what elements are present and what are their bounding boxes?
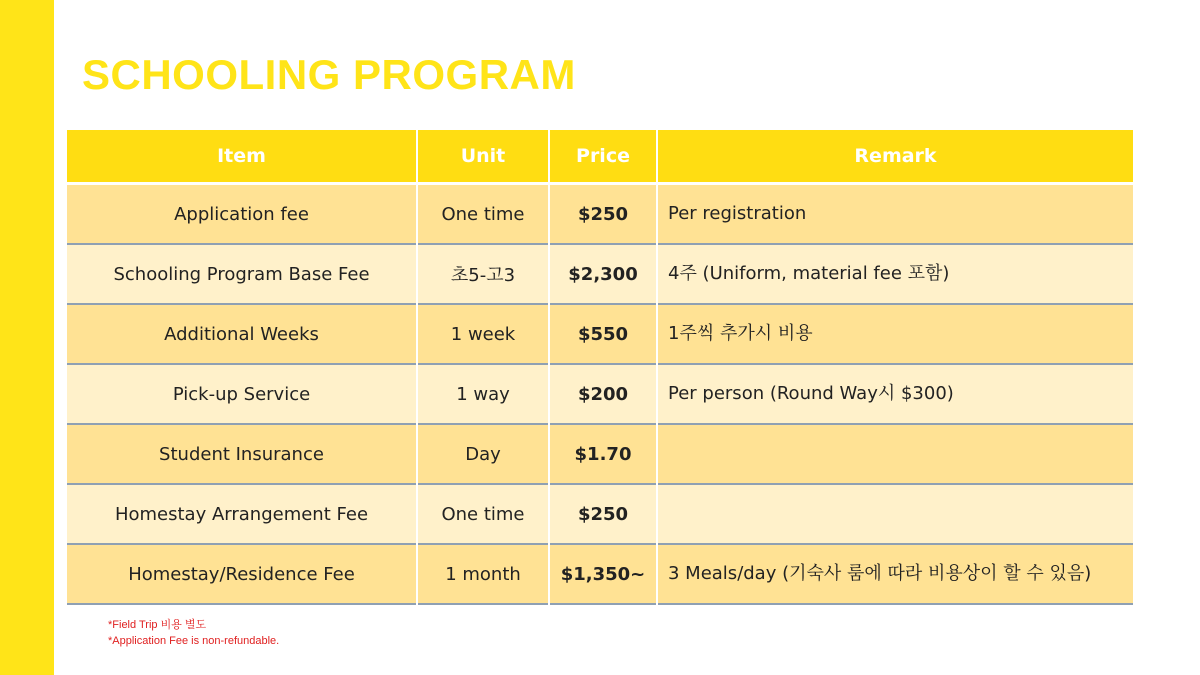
cell-unit: 초5-고3 bbox=[417, 244, 549, 304]
cell-remark: 4주 (Uniform, material fee 포함) bbox=[657, 244, 1133, 304]
column-header-unit: Unit bbox=[417, 130, 549, 184]
cell-unit: Day bbox=[417, 424, 549, 484]
cell-item: Homestay Arrangement Fee bbox=[67, 484, 417, 544]
cell-remark: Per person (Round Way시 $300) bbox=[657, 364, 1133, 424]
column-header-remark: Remark bbox=[657, 130, 1133, 184]
cell-item: Student Insurance bbox=[67, 424, 417, 484]
table-row bbox=[67, 184, 1133, 245]
cell-item: Additional Weeks bbox=[67, 304, 417, 364]
table-row bbox=[67, 304, 1133, 364]
cell-price: $1,350~ bbox=[549, 544, 657, 604]
cell-price: $2,300 bbox=[549, 244, 657, 304]
fee-table bbox=[67, 130, 1133, 605]
cell-item: Pick-up Service bbox=[67, 364, 417, 424]
table-row bbox=[67, 544, 1133, 604]
footnotes bbox=[108, 617, 279, 649]
cell-price: $550 bbox=[549, 304, 657, 364]
cell-remark: 3 Meals/day (기숙사 룸에 따라 비용상이 할 수 있음) bbox=[657, 544, 1133, 604]
table-header-row bbox=[67, 130, 1133, 184]
footnote-field-trip: *Field Trip 비용 별도 bbox=[108, 619, 207, 631]
cell-item: Application fee bbox=[67, 184, 417, 245]
cell-unit: 1 way bbox=[417, 364, 549, 424]
cell-price: $250 bbox=[549, 484, 657, 544]
column-header-item: Item bbox=[67, 130, 417, 184]
cell-remark: Per registration bbox=[657, 184, 1133, 245]
cell-price: $1.70 bbox=[549, 424, 657, 484]
cell-unit: 1 week bbox=[417, 304, 549, 364]
page-title: SCHOOLING PROGRAM bbox=[82, 51, 576, 98]
cell-item: Schooling Program Base Fee bbox=[67, 244, 417, 304]
table-row bbox=[67, 244, 1133, 304]
table-row bbox=[67, 424, 1133, 484]
cell-unit: One time bbox=[417, 184, 549, 245]
table-row bbox=[67, 364, 1133, 424]
cell-remark: 1주씩 추가시 비용 bbox=[657, 304, 1133, 364]
cell-unit: 1 month bbox=[417, 544, 549, 604]
column-header-price: Price bbox=[549, 130, 657, 184]
footnote-refund: *Application Fee is non-refundable. bbox=[108, 635, 280, 647]
cell-remark bbox=[657, 424, 1133, 484]
cell-price: $200 bbox=[549, 364, 657, 424]
accent-sidebar bbox=[0, 0, 54, 675]
cell-remark bbox=[657, 484, 1133, 544]
cell-unit: One time bbox=[417, 484, 549, 544]
cell-price: $250 bbox=[549, 184, 657, 245]
table-row bbox=[67, 484, 1133, 544]
cell-item: Homestay/Residence Fee bbox=[67, 544, 417, 604]
